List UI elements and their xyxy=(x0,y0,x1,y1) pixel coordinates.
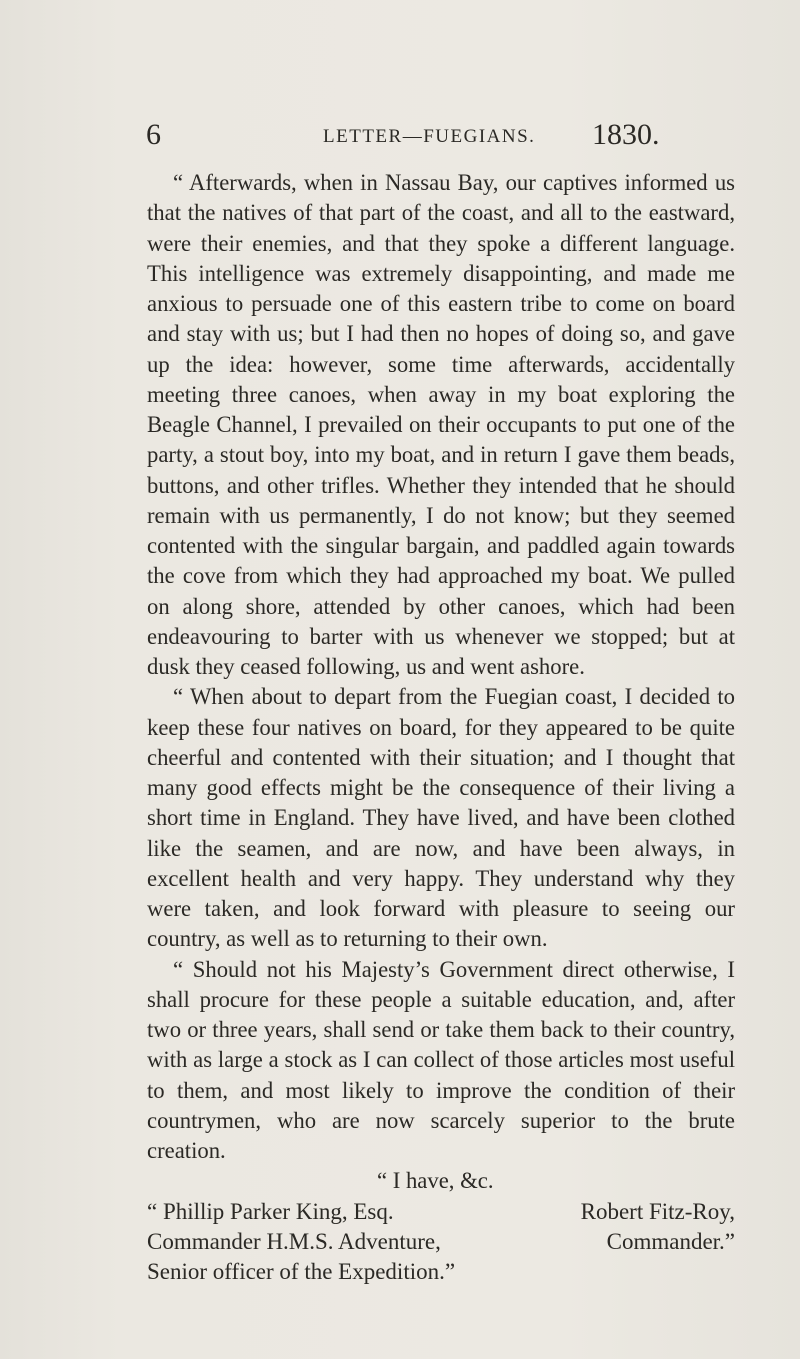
addressee-name: “ Phillip Parker King, Esq. xyxy=(147,1198,394,1224)
signature-row xyxy=(147,1227,735,1257)
addressee-title: Commander H.M.S. Adventure, xyxy=(147,1228,441,1254)
signature-row xyxy=(147,1197,735,1227)
sender-title: Commander.” xyxy=(606,1228,735,1254)
header-year: 1830. xyxy=(592,118,660,151)
sender-name: Robert Fitz-Roy, xyxy=(580,1198,735,1224)
letter-body xyxy=(147,168,735,1287)
running-head: LETTER—FUEGIANS. xyxy=(323,126,536,147)
paragraph: “ Afterwards, when in Nassau Bay, our captives informed us that the natives of that part of the coast, and all to the eastward, were their enemies, and that they spoke a different language. This intelligence was extremely disappointing, and made me anxious to persuade one of this eastern tribe to come on board and stay with us; but I had then no hopes of doing so, and gave up the idea: however, some time afterwards, accidentally meeting three canoes, when away in my boat exploring the Beagle Channel, I prevailed on their occupants to put one of the party, a stout boy, into my boat, and in return I gave them beads, buttons, and other trifles. Whether they intended that he should remain with us permanently, I do not know; but they seemed contented with the singular bargain, and paddled again towards the cove from which they had approached my boat. We pulled on along shore, attended by other canoes, which had been endeavouring to barter with us whenever we stopped; but at dusk they ceased following, us and went ashore. xyxy=(147,170,735,679)
page-number: 6 xyxy=(146,118,161,151)
paragraph: “ Should not his Majesty’s Government direct otherwise, I shall procure for these people a suitable education, and, after two or three years, shall send or take them back to their country, with as large a stock as I can collect of those articles most useful to them, and most likely to improve the condition of their countrymen, who are now scarcely superior to the brute creation. xyxy=(147,956,735,1163)
addressee-role: Senior officer of the Expedition.” xyxy=(147,1259,456,1284)
page-header xyxy=(0,118,800,162)
paragraph: “ When about to depart from the Fuegian coast, I decided to keep these four natives on board, for they appeared to be quite cheerful and contented with their situation; and I thought that many good effects might be the consequence of their living a short time in England. They have lived, and have been clothed like the seamen, and are now, and have been always, in excellent health and very happy. They understand why they were taken, and look forward with pleasure to seeing our country, as well as to returning to their own. xyxy=(147,684,735,952)
closing-line: “ I have, &c. xyxy=(377,1168,494,1194)
